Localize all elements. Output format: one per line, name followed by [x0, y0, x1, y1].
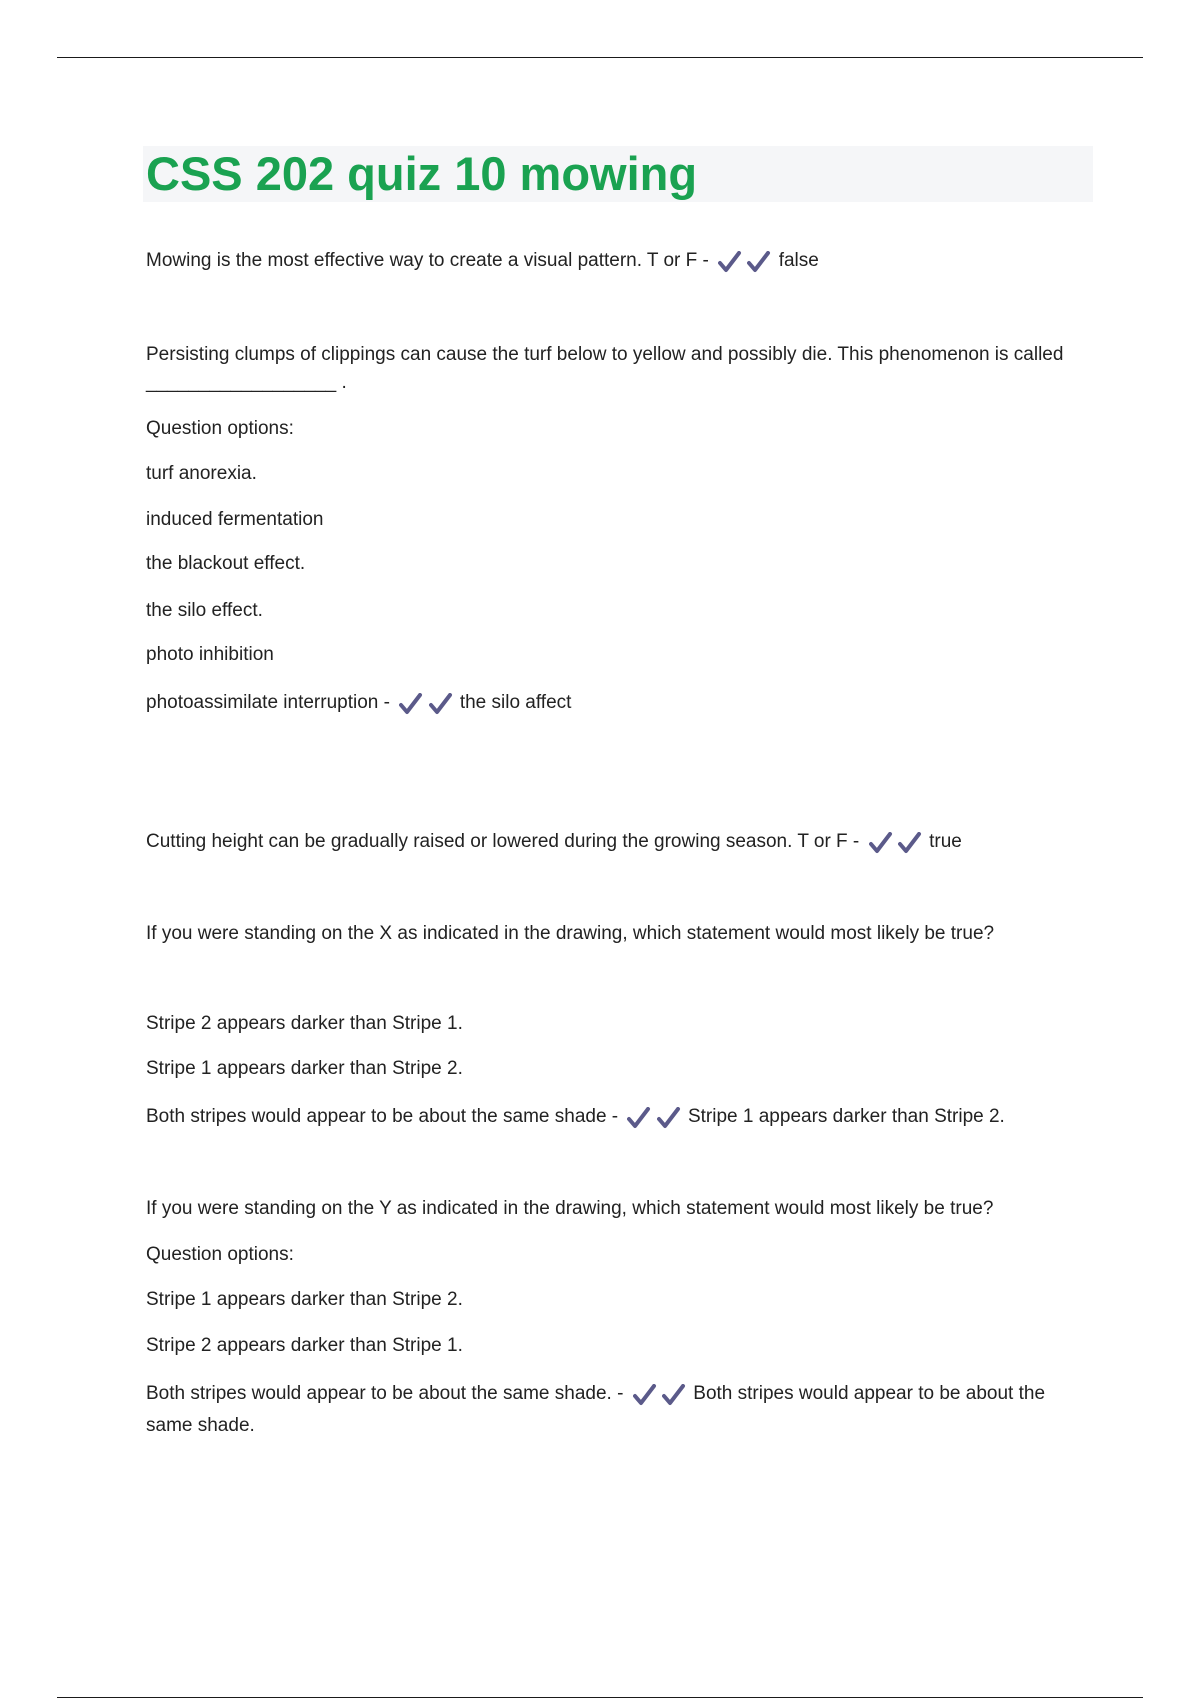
answer-4: Stripe 1 appears darker than Stripe 2. — [687, 1106, 1005, 1127]
question-2-option: the blackout effect. — [146, 553, 306, 574]
question-5-text: If you were standing on the Y as indicated in the drawing, which statement would most likely be true? — [146, 1198, 994, 1219]
answer-5: Both stripes would appear to be about the same shade. — [146, 1383, 1046, 1436]
double-check-icon — [627, 1107, 680, 1135]
double-check-icon — [633, 1384, 686, 1412]
answer-3: true — [929, 831, 962, 852]
check-icon — [869, 832, 893, 854]
question-1 — [146, 247, 819, 279]
question-1-text: Mowing is the most effective way to create a visual pattern. T or F - — [146, 250, 709, 271]
question-2-option: induced fermentation — [146, 509, 324, 530]
question-2-option: turf anorexia. — [146, 463, 257, 484]
check-icon — [747, 251, 771, 273]
question-4-text: If you were standing on the X as indicated in the drawing, which statement would most likely be true? — [146, 923, 995, 944]
question-4-last-option — [146, 1103, 1005, 1135]
double-check-icon — [718, 251, 771, 279]
answer-1: false — [778, 250, 819, 271]
answer-2: the silo affect — [459, 692, 572, 713]
check-icon — [898, 832, 922, 854]
question-5-option: Stripe 1 appears darker than Stripe 2. — [146, 1289, 463, 1310]
question-2-last-option — [146, 689, 571, 721]
check-icon — [662, 1384, 686, 1406]
check-icon — [633, 1384, 657, 1406]
question-2-last-option-text: photoassimilate interruption - — [146, 692, 390, 713]
question-4-last-option-text: Both stripes would appear to be about the same shade - — [146, 1106, 619, 1127]
question-2-options-label: Question options: — [146, 418, 294, 439]
question-4-option: Stripe 2 appears darker than Stripe 1. — [146, 1013, 463, 1034]
check-icon — [429, 693, 453, 715]
double-check-icon — [399, 693, 452, 721]
question-3-text: Cutting height can be gradually raised or lowered during the growing season. T or F - — [146, 831, 860, 852]
check-icon — [718, 251, 742, 273]
question-2-option: photo inhibition — [146, 644, 274, 665]
bottom-rule — [57, 1697, 1143, 1698]
check-icon — [657, 1107, 681, 1129]
question-5-options-label: Question options: — [146, 1244, 294, 1265]
question-4-option: Stripe 1 appears darker than Stripe 2. — [146, 1058, 463, 1079]
question-3 — [146, 828, 962, 860]
question-2-text: Persisting clumps of clippings can cause the turf below to yellow and possibly die. This phenomenon is called __________________ . — [146, 344, 1064, 393]
page-title: CSS 202 quiz 10 mowing — [146, 147, 698, 200]
question-2-option: the silo effect. — [146, 600, 263, 621]
question-5-last-option — [146, 1380, 1096, 1440]
question-5-last-option-text: Both stripes would appear to be about the same shade. - — [146, 1383, 624, 1404]
question-5-option: Stripe 2 appears darker than Stripe 1. — [146, 1335, 463, 1356]
double-check-icon — [869, 832, 922, 860]
check-icon — [627, 1107, 651, 1129]
check-icon — [399, 693, 423, 715]
top-rule — [57, 57, 1143, 58]
